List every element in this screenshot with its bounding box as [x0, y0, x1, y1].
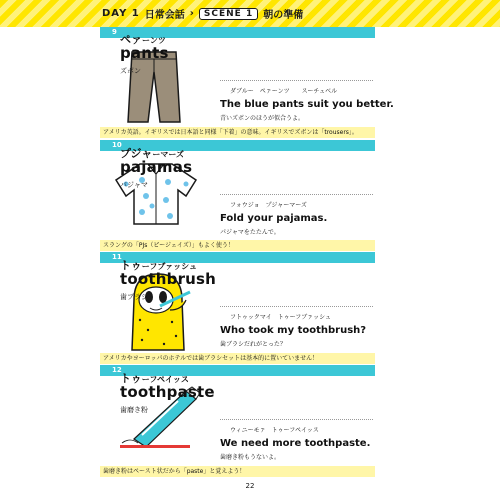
- section-label: 日常会話: [144, 10, 185, 21]
- sentence-pronunciation: ウィニーモァ トゥーフペイッス: [230, 427, 319, 434]
- japanese-meaning: 歯ブラシ: [120, 293, 148, 301]
- header-stripe: [0, 0, 500, 27]
- example-sentence: The blue pants suit you better.: [220, 99, 394, 110]
- katakana-reading: ペァーンツ: [120, 33, 166, 46]
- japanese-meaning: パジャマ: [120, 181, 148, 189]
- sentence-translation: 歯ブラシだれがとった？: [220, 341, 286, 348]
- japanese-meaning: ズボン: [120, 67, 141, 75]
- example-sentence: Who took my toothbrush?: [220, 325, 367, 336]
- divider: [220, 419, 373, 420]
- example-sentence: We need more toothpaste.: [220, 438, 371, 449]
- sentence-pronunciation: フォウジョ プジャーマーズ: [230, 202, 307, 209]
- katakana-reading: トゥーフブァッシュ: [120, 259, 198, 272]
- vocab-word: pants: [120, 44, 169, 62]
- sentence-translation: 青いズボンのほうが似合うよ。: [220, 115, 305, 122]
- day-label: DAY 1: [102, 8, 140, 19]
- usage-note: スラングの「PJs（ピージェイズ）」もよく使う！: [100, 240, 375, 251]
- divider: [220, 194, 373, 195]
- page-number: 22: [245, 482, 255, 490]
- divider: [220, 306, 373, 307]
- entry-number: 12: [112, 366, 122, 374]
- vocab-word: pajamas: [120, 158, 193, 176]
- entry-number: 9: [112, 28, 117, 36]
- usage-note: 歯磨き粉はペースト状だから「paste」と覚えよう！: [100, 466, 375, 477]
- katakana-reading: プジャーマーズ: [120, 147, 184, 160]
- sentence-translation: 歯磨き粉もうないよ。: [220, 454, 281, 461]
- sentence-translation: パジャマをたたんで。: [220, 229, 280, 236]
- entry-number: 11: [112, 253, 122, 261]
- sentence-pronunciation: ダブルー ペァーンツ スーチュベル: [230, 88, 338, 95]
- example-sentence: Fold your pajamas.: [220, 213, 328, 224]
- vocab-word: toothbrush: [120, 270, 217, 288]
- usage-note: アメリカ英語。イギリスでは日本語と同様「下着」の意味。イギリスでズボンは「trousers」。: [100, 127, 375, 138]
- topic-label: 朝の準備: [263, 10, 304, 21]
- divider: [220, 80, 373, 81]
- header-text: [102, 6, 303, 21]
- japanese-meaning: 歯磨き粉: [120, 406, 148, 414]
- usage-note: アメリカやヨーロッパのホテルでは歯ブラシセットは基本的に置いていません！: [100, 353, 375, 364]
- scene-badge: SCENE 1: [199, 8, 258, 20]
- vocab-word: toothpaste: [120, 383, 215, 401]
- sentence-pronunciation: フトゥックマイ トゥーフブァッシュ: [230, 314, 332, 321]
- katakana-reading: トゥーフペイッス: [120, 372, 189, 385]
- header-separator: ›: [189, 8, 194, 19]
- entry-number: 10: [112, 141, 122, 149]
